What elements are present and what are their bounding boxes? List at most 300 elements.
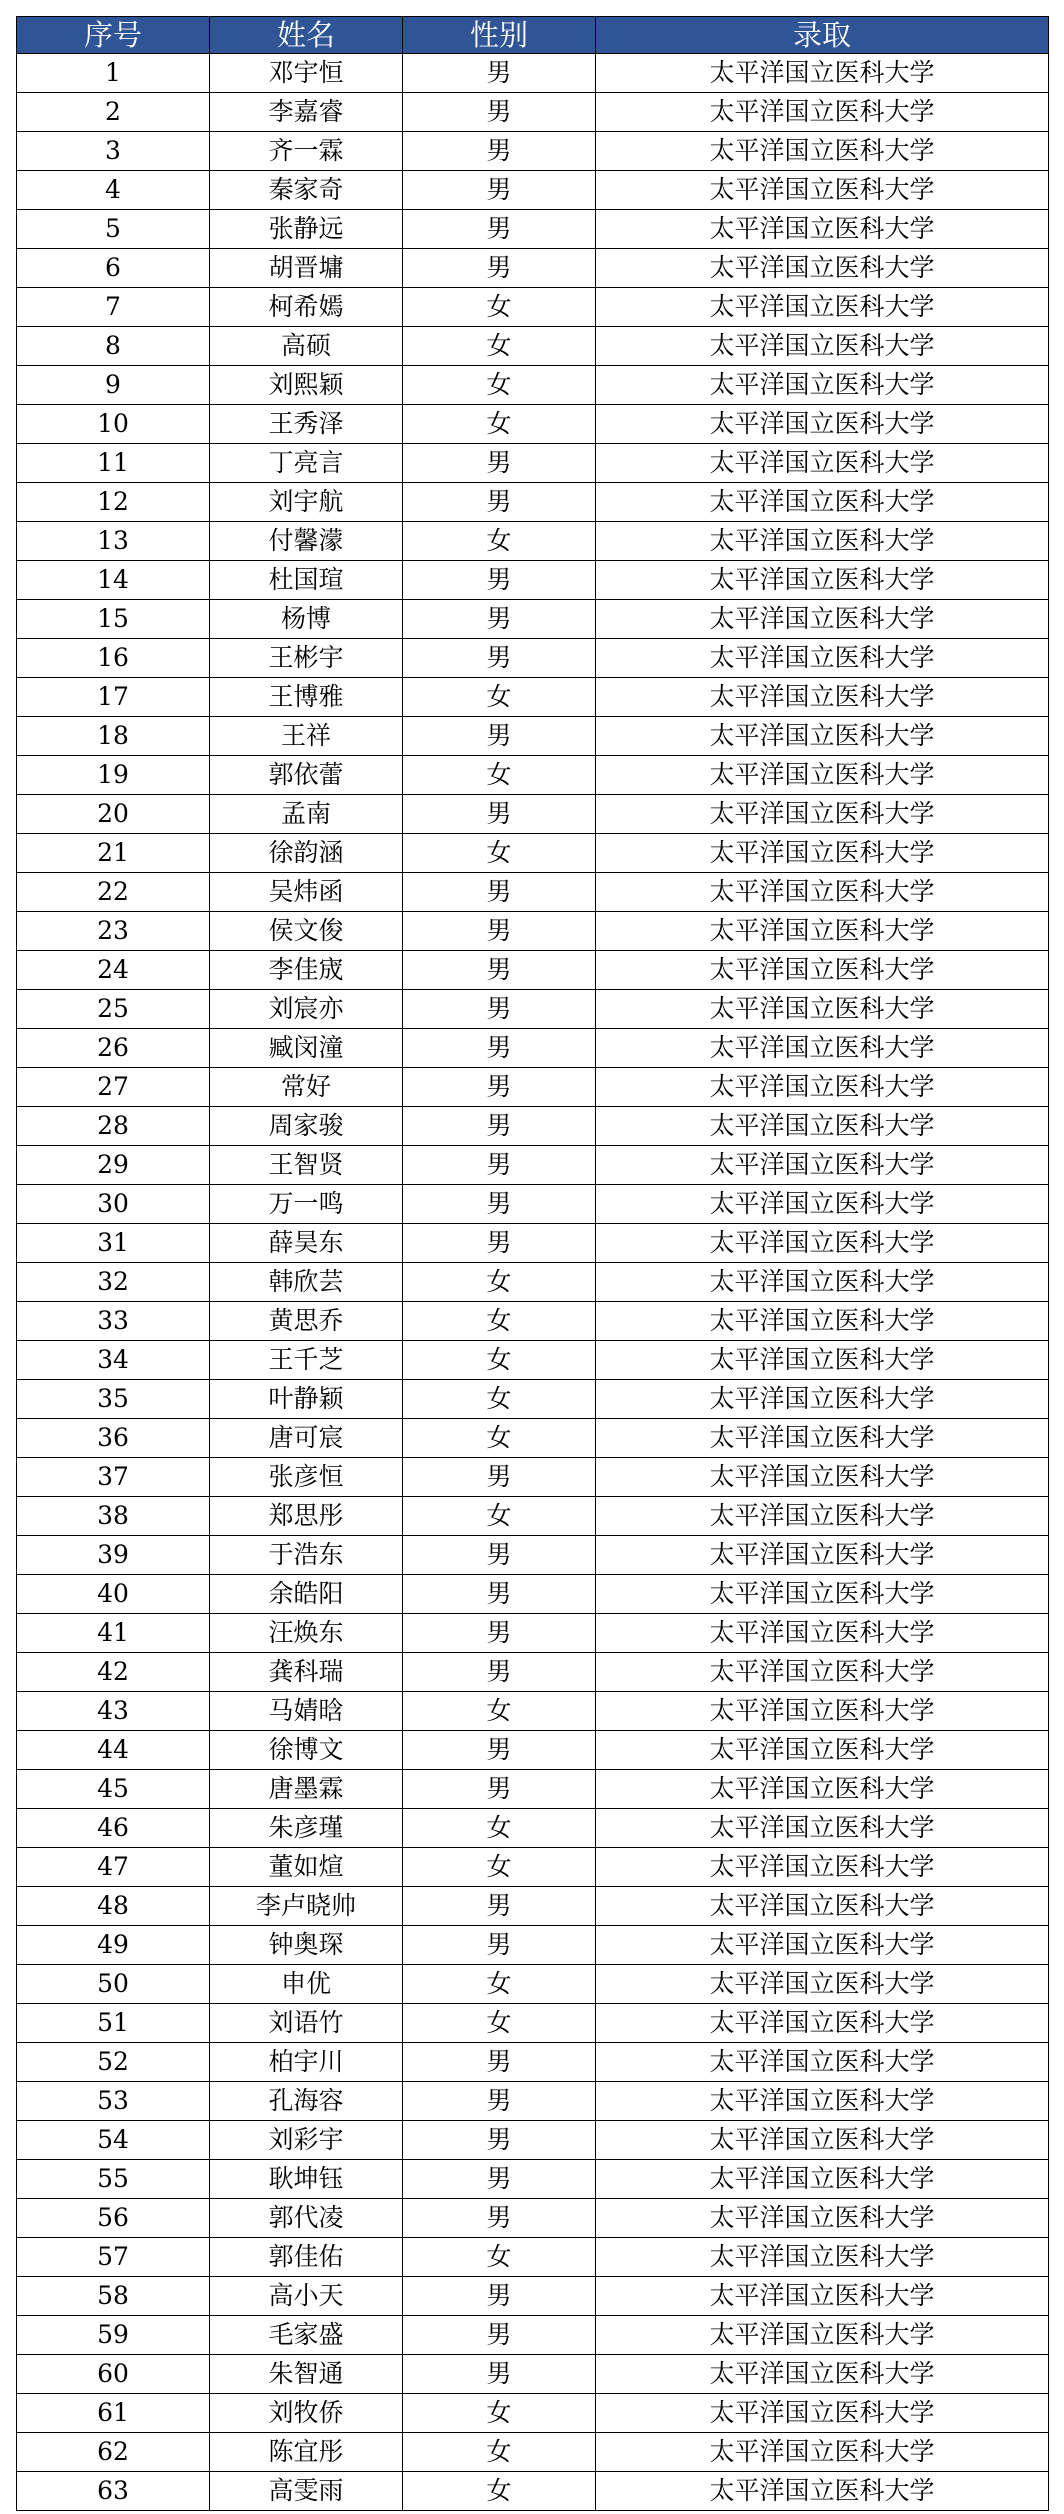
- cell-gender: 男: [403, 1731, 596, 1770]
- table-row: [17, 1770, 1049, 1809]
- cell-gender: 女: [403, 327, 596, 366]
- cell-index: 14: [17, 561, 210, 600]
- cell-admission: 太平洋国立医科大学: [596, 2472, 1049, 2511]
- cell-admission: 太平洋国立医科大学: [596, 717, 1049, 756]
- table-row: [17, 2277, 1049, 2316]
- table-row: [17, 93, 1049, 132]
- cell-index: 31: [17, 1224, 210, 1263]
- cell-gender: 男: [403, 912, 596, 951]
- table-row: [17, 171, 1049, 210]
- table-row: [17, 1614, 1049, 1653]
- cell-name: 唐墨霖: [210, 1770, 403, 1809]
- cell-admission: 太平洋国立医科大学: [596, 1029, 1049, 1068]
- cell-name: 秦家奇: [210, 171, 403, 210]
- cell-gender: 女: [403, 522, 596, 561]
- cell-gender: 男: [403, 171, 596, 210]
- cell-index: 22: [17, 873, 210, 912]
- cell-gender: 男: [403, 1068, 596, 1107]
- cell-gender: 男: [403, 2199, 596, 2238]
- cell-name: 黄思乔: [210, 1302, 403, 1341]
- cell-index: 17: [17, 678, 210, 717]
- cell-name: 朱智通: [210, 2355, 403, 2394]
- cell-index: 11: [17, 444, 210, 483]
- cell-index: 55: [17, 2160, 210, 2199]
- cell-admission: 太平洋国立医科大学: [596, 1965, 1049, 2004]
- cell-name: 丁亮言: [210, 444, 403, 483]
- cell-admission: 太平洋国立医科大学: [596, 912, 1049, 951]
- table-row: [17, 1653, 1049, 1692]
- cell-index: 4: [17, 171, 210, 210]
- cell-gender: 女: [403, 366, 596, 405]
- cell-name: 张静远: [210, 210, 403, 249]
- cell-index: 33: [17, 1302, 210, 1341]
- table-header: [17, 17, 1049, 54]
- cell-admission: 太平洋国立医科大学: [596, 132, 1049, 171]
- cell-gender: 女: [403, 2238, 596, 2277]
- table-row: [17, 2394, 1049, 2433]
- cell-name: 韩欣芸: [210, 1263, 403, 1302]
- cell-gender: 女: [403, 678, 596, 717]
- cell-name: 刘语竹: [210, 2004, 403, 2043]
- cell-admission: 太平洋国立医科大学: [596, 1146, 1049, 1185]
- cell-gender: 女: [403, 1809, 596, 1848]
- cell-index: 57: [17, 2238, 210, 2277]
- cell-admission: 太平洋国立医科大学: [596, 1887, 1049, 1926]
- cell-gender: 女: [403, 1302, 596, 1341]
- cell-index: 32: [17, 1263, 210, 1302]
- cell-admission: 太平洋国立医科大学: [596, 2238, 1049, 2277]
- cell-name: 李嘉睿: [210, 93, 403, 132]
- cell-gender: 男: [403, 1614, 596, 1653]
- cell-name: 郭依蕾: [210, 756, 403, 795]
- cell-admission: 太平洋国立医科大学: [596, 249, 1049, 288]
- cell-gender: 女: [403, 1692, 596, 1731]
- cell-gender: 女: [403, 756, 596, 795]
- cell-gender: 男: [403, 2316, 596, 2355]
- cell-gender: 男: [403, 795, 596, 834]
- table-row: [17, 990, 1049, 1029]
- admission-table: [16, 16, 1049, 2511]
- cell-admission: 太平洋国立医科大学: [596, 1380, 1049, 1419]
- cell-index: 60: [17, 2355, 210, 2394]
- cell-name: 高小天: [210, 2277, 403, 2316]
- cell-name: 王祥: [210, 717, 403, 756]
- cell-name: 耿坤钰: [210, 2160, 403, 2199]
- table-row: [17, 444, 1049, 483]
- table-row: [17, 1965, 1049, 2004]
- cell-admission: 太平洋国立医科大学: [596, 483, 1049, 522]
- table-row: [17, 600, 1049, 639]
- cell-admission: 太平洋国立医科大学: [596, 1575, 1049, 1614]
- cell-index: 8: [17, 327, 210, 366]
- cell-name: 王博雅: [210, 678, 403, 717]
- cell-index: 20: [17, 795, 210, 834]
- cell-admission: 太平洋国立医科大学: [596, 678, 1049, 717]
- table-row: [17, 951, 1049, 990]
- table-row: [17, 2433, 1049, 2472]
- cell-index: 26: [17, 1029, 210, 1068]
- cell-name: 刘牧侨: [210, 2394, 403, 2433]
- table-row: [17, 1341, 1049, 1380]
- cell-gender: 男: [403, 873, 596, 912]
- cell-gender: 女: [403, 405, 596, 444]
- table-row: [17, 1848, 1049, 1887]
- cell-admission: 太平洋国立医科大学: [596, 1068, 1049, 1107]
- cell-index: 21: [17, 834, 210, 873]
- cell-gender: 男: [403, 210, 596, 249]
- table-row: [17, 1107, 1049, 1146]
- cell-gender: 男: [403, 93, 596, 132]
- cell-admission: 太平洋国立医科大学: [596, 2004, 1049, 2043]
- cell-admission: 太平洋国立医科大学: [596, 1185, 1049, 1224]
- cell-index: 5: [17, 210, 210, 249]
- table-row: [17, 210, 1049, 249]
- header-admission: 录取: [596, 17, 1049, 54]
- table-row: [17, 2043, 1049, 2082]
- cell-gender: 男: [403, 483, 596, 522]
- cell-index: 45: [17, 1770, 210, 1809]
- cell-index: 50: [17, 1965, 210, 2004]
- cell-index: 35: [17, 1380, 210, 1419]
- cell-name: 邓宇恒: [210, 54, 403, 93]
- cell-gender: 女: [403, 1419, 596, 1458]
- table-row: [17, 1263, 1049, 1302]
- cell-gender: 男: [403, 1887, 596, 1926]
- cell-name: 万一鸣: [210, 1185, 403, 1224]
- cell-index: 56: [17, 2199, 210, 2238]
- cell-index: 23: [17, 912, 210, 951]
- cell-name: 王千芝: [210, 1341, 403, 1380]
- cell-admission: 太平洋国立医科大学: [596, 327, 1049, 366]
- table-row: [17, 366, 1049, 405]
- cell-admission: 太平洋国立医科大学: [596, 1419, 1049, 1458]
- cell-name: 王彬宇: [210, 639, 403, 678]
- cell-name: 高硕: [210, 327, 403, 366]
- cell-name: 杨博: [210, 600, 403, 639]
- cell-name: 朱彦瑾: [210, 1809, 403, 1848]
- cell-admission: 太平洋国立医科大学: [596, 2199, 1049, 2238]
- cell-admission: 太平洋国立医科大学: [596, 288, 1049, 327]
- cell-admission: 太平洋国立医科大学: [596, 1809, 1049, 1848]
- cell-admission: 太平洋国立医科大学: [596, 1302, 1049, 1341]
- cell-gender: 男: [403, 1575, 596, 1614]
- cell-index: 19: [17, 756, 210, 795]
- cell-name: 于浩东: [210, 1536, 403, 1575]
- cell-admission: 太平洋国立医科大学: [596, 1341, 1049, 1380]
- cell-name: 徐韵涵: [210, 834, 403, 873]
- cell-name: 郭佳佑: [210, 2238, 403, 2277]
- cell-admission: 太平洋国立医科大学: [596, 1224, 1049, 1263]
- cell-admission: 太平洋国立医科大学: [596, 1263, 1049, 1302]
- cell-gender: 男: [403, 1926, 596, 1965]
- table-body: [17, 54, 1049, 2511]
- cell-index: 25: [17, 990, 210, 1029]
- cell-name: 郭代凌: [210, 2199, 403, 2238]
- cell-index: 41: [17, 1614, 210, 1653]
- cell-name: 孔海容: [210, 2082, 403, 2121]
- table-row: [17, 522, 1049, 561]
- cell-gender: 男: [403, 54, 596, 93]
- cell-gender: 男: [403, 1224, 596, 1263]
- cell-name: 胡晋墉: [210, 249, 403, 288]
- cell-name: 柏宇川: [210, 2043, 403, 2082]
- cell-gender: 男: [403, 2082, 596, 2121]
- cell-admission: 太平洋国立医科大学: [596, 639, 1049, 678]
- cell-gender: 男: [403, 2121, 596, 2160]
- cell-name: 刘熙颖: [210, 366, 403, 405]
- cell-index: 6: [17, 249, 210, 288]
- cell-admission: 太平洋国立医科大学: [596, 2394, 1049, 2433]
- table-row: [17, 1029, 1049, 1068]
- cell-name: 柯希嫣: [210, 288, 403, 327]
- table-row: [17, 1302, 1049, 1341]
- cell-name: 董如煊: [210, 1848, 403, 1887]
- table-row: [17, 1419, 1049, 1458]
- table-row: [17, 249, 1049, 288]
- table-row: [17, 132, 1049, 171]
- cell-name: 叶静颖: [210, 1380, 403, 1419]
- cell-admission: 太平洋国立医科大学: [596, 1653, 1049, 1692]
- table-row: [17, 1146, 1049, 1185]
- table-row: [17, 2238, 1049, 2277]
- cell-name: 李佳宬: [210, 951, 403, 990]
- cell-admission: 太平洋国立医科大学: [596, 1107, 1049, 1146]
- cell-admission: 太平洋国立医科大学: [596, 1692, 1049, 1731]
- cell-name: 王智贤: [210, 1146, 403, 1185]
- cell-gender: 女: [403, 2433, 596, 2472]
- table-row: [17, 2472, 1049, 2511]
- cell-gender: 男: [403, 951, 596, 990]
- cell-name: 刘彩宇: [210, 2121, 403, 2160]
- table-row: [17, 405, 1049, 444]
- table-row: [17, 678, 1049, 717]
- cell-gender: 女: [403, 1341, 596, 1380]
- cell-admission: 太平洋国立医科大学: [596, 2160, 1049, 2199]
- cell-gender: 男: [403, 444, 596, 483]
- cell-index: 44: [17, 1731, 210, 1770]
- table-row: [17, 1497, 1049, 1536]
- cell-gender: 女: [403, 834, 596, 873]
- cell-name: 毛家盛: [210, 2316, 403, 2355]
- cell-name: 薛昊东: [210, 1224, 403, 1263]
- cell-name: 付馨濛: [210, 522, 403, 561]
- header-index: 序号: [17, 17, 210, 54]
- cell-name: 齐一霖: [210, 132, 403, 171]
- cell-index: 16: [17, 639, 210, 678]
- cell-index: 13: [17, 522, 210, 561]
- cell-name: 刘宇航: [210, 483, 403, 522]
- table-row: [17, 717, 1049, 756]
- cell-name: 汪焕东: [210, 1614, 403, 1653]
- cell-gender: 女: [403, 288, 596, 327]
- cell-gender: 男: [403, 2355, 596, 2394]
- cell-gender: 女: [403, 1263, 596, 1302]
- cell-admission: 太平洋国立医科大学: [596, 1536, 1049, 1575]
- cell-gender: 男: [403, 249, 596, 288]
- table-row: [17, 1887, 1049, 1926]
- cell-index: 52: [17, 2043, 210, 2082]
- table-row: [17, 1224, 1049, 1263]
- cell-index: 59: [17, 2316, 210, 2355]
- cell-admission: 太平洋国立医科大学: [596, 210, 1049, 249]
- table-row: [17, 795, 1049, 834]
- table-row: [17, 2355, 1049, 2394]
- header-row: [17, 17, 1049, 54]
- cell-admission: 太平洋国立医科大学: [596, 405, 1049, 444]
- cell-index: 39: [17, 1536, 210, 1575]
- table-row: [17, 1731, 1049, 1770]
- table-row: [17, 1536, 1049, 1575]
- cell-admission: 太平洋国立医科大学: [596, 1614, 1049, 1653]
- cell-name: 常好: [210, 1068, 403, 1107]
- cell-index: 28: [17, 1107, 210, 1146]
- cell-gender: 男: [403, 1107, 596, 1146]
- cell-admission: 太平洋国立医科大学: [596, 1848, 1049, 1887]
- cell-admission: 太平洋国立医科大学: [596, 2043, 1049, 2082]
- table-row: [17, 327, 1049, 366]
- cell-index: 3: [17, 132, 210, 171]
- cell-admission: 太平洋国立医科大学: [596, 1770, 1049, 1809]
- cell-gender: 男: [403, 639, 596, 678]
- header-name: 姓名: [210, 17, 403, 54]
- cell-index: 47: [17, 1848, 210, 1887]
- cell-admission: 太平洋国立医科大学: [596, 54, 1049, 93]
- table-row: [17, 288, 1049, 327]
- cell-name: 臧闵潼: [210, 1029, 403, 1068]
- cell-gender: 男: [403, 1458, 596, 1497]
- cell-name: 徐博文: [210, 1731, 403, 1770]
- cell-index: 18: [17, 717, 210, 756]
- cell-index: 37: [17, 1458, 210, 1497]
- cell-name: 申优: [210, 1965, 403, 2004]
- table-row: [17, 873, 1049, 912]
- cell-name: 钟奥琛: [210, 1926, 403, 1965]
- cell-admission: 太平洋国立医科大学: [596, 600, 1049, 639]
- cell-gender: 男: [403, 990, 596, 1029]
- cell-admission: 太平洋国立医科大学: [596, 2316, 1049, 2355]
- cell-gender: 女: [403, 1965, 596, 2004]
- cell-index: 30: [17, 1185, 210, 1224]
- cell-index: 46: [17, 1809, 210, 1848]
- cell-admission: 太平洋国立医科大学: [596, 2355, 1049, 2394]
- cell-name: 余皓阳: [210, 1575, 403, 1614]
- cell-index: 54: [17, 2121, 210, 2160]
- cell-name: 陈宜彤: [210, 2433, 403, 2472]
- cell-admission: 太平洋国立医科大学: [596, 2433, 1049, 2472]
- cell-index: 1: [17, 54, 210, 93]
- table-row: [17, 756, 1049, 795]
- cell-index: 40: [17, 1575, 210, 1614]
- cell-name: 侯文俊: [210, 912, 403, 951]
- cell-admission: 太平洋国立医科大学: [596, 1926, 1049, 1965]
- header-gender: 性别: [403, 17, 596, 54]
- cell-gender: 男: [403, 1536, 596, 1575]
- table-row: [17, 1380, 1049, 1419]
- cell-index: 24: [17, 951, 210, 990]
- cell-admission: 太平洋国立医科大学: [596, 951, 1049, 990]
- cell-admission: 太平洋国立医科大学: [596, 2277, 1049, 2316]
- cell-gender: 男: [403, 1653, 596, 1692]
- table-row: [17, 1926, 1049, 1965]
- cell-gender: 男: [403, 717, 596, 756]
- cell-gender: 女: [403, 1380, 596, 1419]
- cell-admission: 太平洋国立医科大学: [596, 873, 1049, 912]
- cell-gender: 男: [403, 561, 596, 600]
- cell-name: 周家骏: [210, 1107, 403, 1146]
- table-row: [17, 639, 1049, 678]
- cell-admission: 太平洋国立医科大学: [596, 756, 1049, 795]
- cell-gender: 男: [403, 2043, 596, 2082]
- cell-gender: 女: [403, 2004, 596, 2043]
- cell-admission: 太平洋国立医科大学: [596, 522, 1049, 561]
- cell-name: 张彦恒: [210, 1458, 403, 1497]
- cell-admission: 太平洋国立医科大学: [596, 93, 1049, 132]
- cell-gender: 女: [403, 1497, 596, 1536]
- table-row: [17, 2199, 1049, 2238]
- table-row: [17, 483, 1049, 522]
- cell-admission: 太平洋国立医科大学: [596, 1731, 1049, 1770]
- table-row: [17, 1458, 1049, 1497]
- table-row: [17, 1575, 1049, 1614]
- cell-gender: 男: [403, 2277, 596, 2316]
- table-row: [17, 2160, 1049, 2199]
- cell-admission: 太平洋国立医科大学: [596, 2121, 1049, 2160]
- table-row: [17, 2316, 1049, 2355]
- table-row: [17, 912, 1049, 951]
- table-row: [17, 1185, 1049, 1224]
- table-row: [17, 2082, 1049, 2121]
- cell-admission: 太平洋国立医科大学: [596, 561, 1049, 600]
- cell-index: 62: [17, 2433, 210, 2472]
- table-row: [17, 834, 1049, 873]
- cell-name: 高雯雨: [210, 2472, 403, 2511]
- cell-admission: 太平洋国立医科大学: [596, 2082, 1049, 2121]
- cell-gender: 男: [403, 600, 596, 639]
- cell-name: 李卢晓帅: [210, 1887, 403, 1926]
- cell-name: 吴炜函: [210, 873, 403, 912]
- cell-index: 38: [17, 1497, 210, 1536]
- table-row: [17, 2121, 1049, 2160]
- cell-index: 61: [17, 2394, 210, 2433]
- admission-list-sheet: [16, 16, 1048, 2511]
- cell-index: 29: [17, 1146, 210, 1185]
- cell-index: 51: [17, 2004, 210, 2043]
- cell-admission: 太平洋国立医科大学: [596, 834, 1049, 873]
- cell-gender: 男: [403, 1029, 596, 1068]
- cell-admission: 太平洋国立医科大学: [596, 444, 1049, 483]
- table-row: [17, 1809, 1049, 1848]
- cell-admission: 太平洋国立医科大学: [596, 1497, 1049, 1536]
- cell-index: 36: [17, 1419, 210, 1458]
- cell-gender: 女: [403, 2472, 596, 2511]
- cell-gender: 男: [403, 1185, 596, 1224]
- cell-admission: 太平洋国立医科大学: [596, 171, 1049, 210]
- cell-index: 53: [17, 2082, 210, 2121]
- cell-gender: 男: [403, 1770, 596, 1809]
- table-row: [17, 561, 1049, 600]
- cell-gender: 女: [403, 2394, 596, 2433]
- cell-name: 郑思彤: [210, 1497, 403, 1536]
- table-row: [17, 2004, 1049, 2043]
- cell-name: 孟南: [210, 795, 403, 834]
- table-row: [17, 1692, 1049, 1731]
- cell-admission: 太平洋国立医科大学: [596, 990, 1049, 1029]
- table-row: [17, 1068, 1049, 1107]
- cell-index: 27: [17, 1068, 210, 1107]
- cell-name: 杜国瑄: [210, 561, 403, 600]
- cell-name: 刘宸亦: [210, 990, 403, 1029]
- cell-gender: 男: [403, 1146, 596, 1185]
